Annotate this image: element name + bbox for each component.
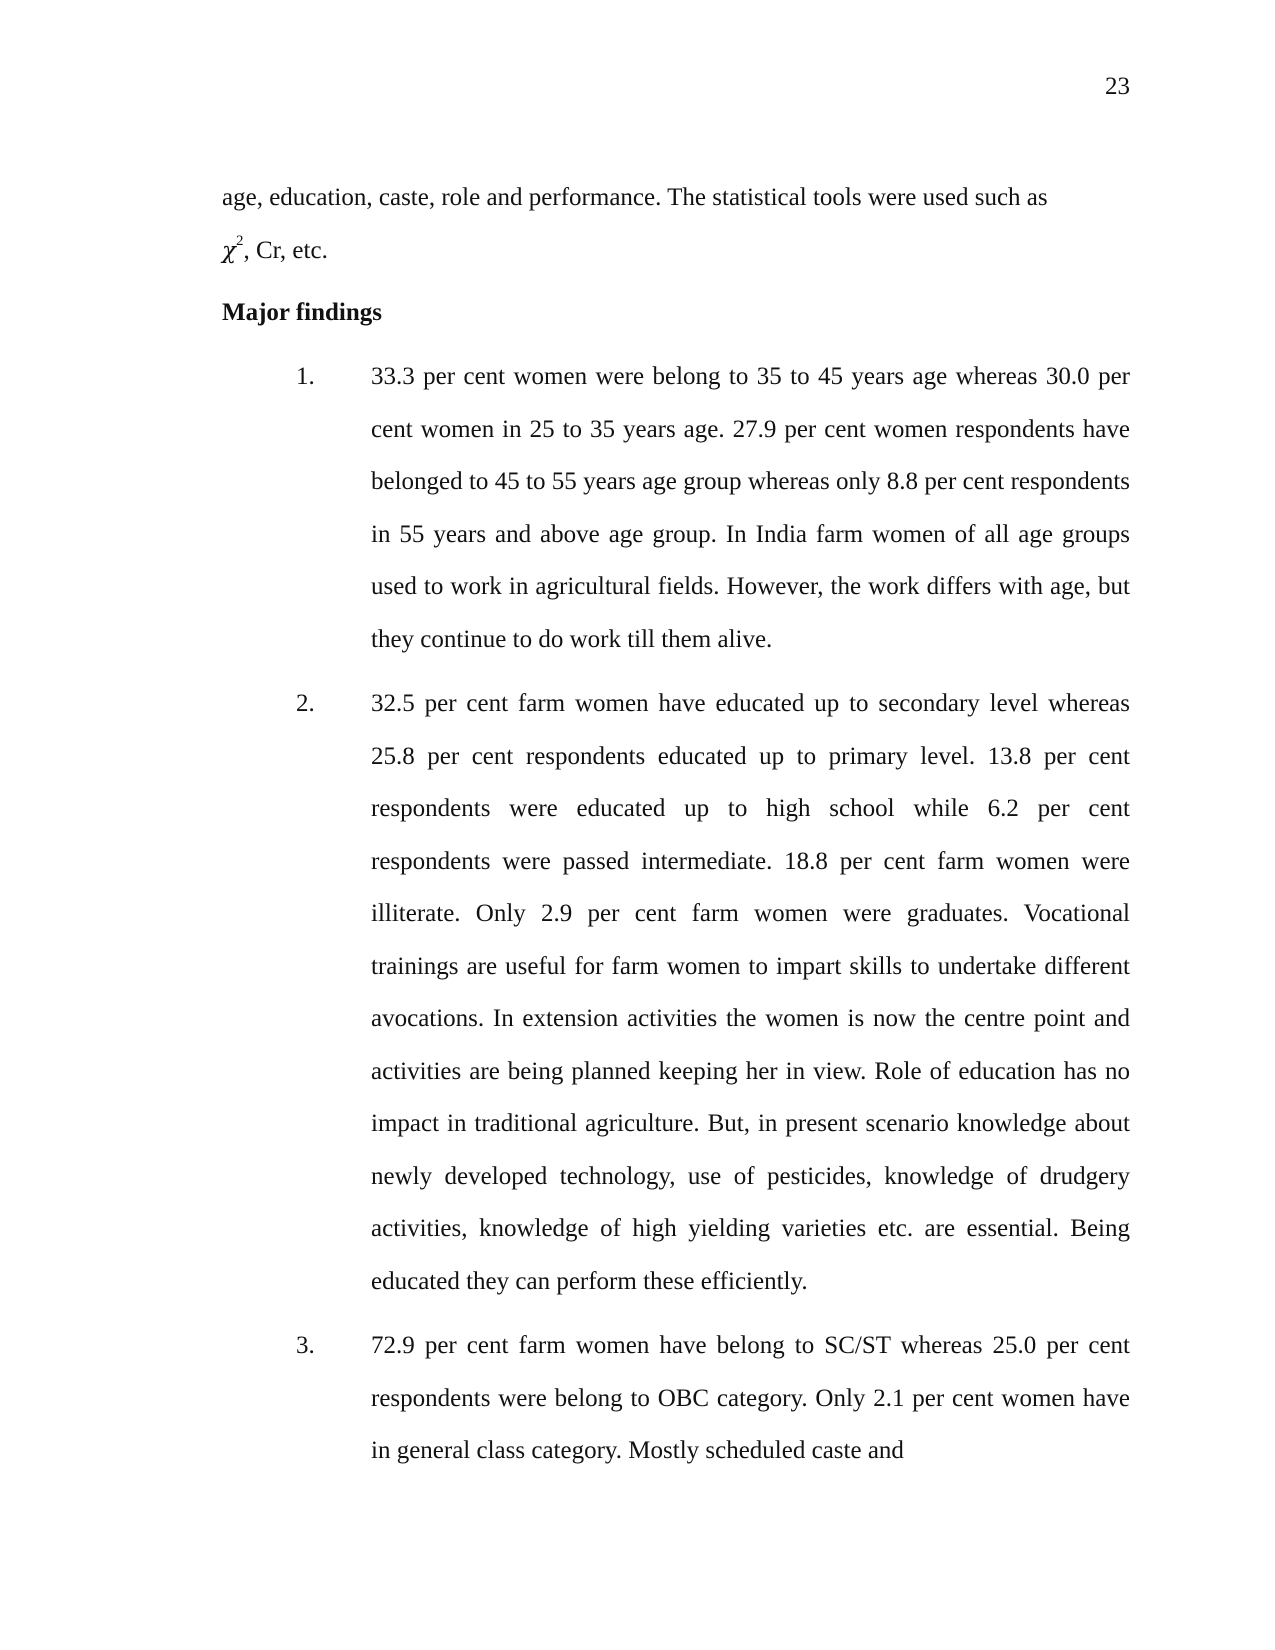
finding-number: 2.: [296, 690, 315, 717]
finding-number: 3.: [296, 1332, 315, 1359]
finding-text: 72.9 per cent farm women have belong to SC/ST whereas 25.0 per cent respondents were belong to OBC category. Only 2.1 per cent women have in general class category. Mostly scheduled caste and: [371, 1332, 1130, 1464]
finding-item-3: [296, 1320, 1130, 1478]
intro-line-1: age, education, caste, role and performance. The statistical tools were used such as: [222, 184, 1048, 211]
intro-paragraph: [222, 172, 1130, 277]
finding-text: 33.3 per cent women were belong to 35 to 45 years age whereas 30.0 per cent women in 25 to 35 years age. 27.9 per cent women respondents have belonged to 45 to 55 years age group whereas only 8.8 per cent respondents in 55 years and above age group. In India farm women of all age groups used to work in agricultural fields. However, the work differs with age, but they continue to do work till them alive.: [371, 363, 1130, 653]
finding-item-2: [296, 678, 1130, 1308]
page-number: 23: [1105, 73, 1130, 100]
intro-line-2-rest: , Cr, etc.: [243, 236, 328, 264]
finding-text: 32.5 per cent farm women have educated up to secondary level whereas 25.8 per cent respondents educated up to primary level. 13.8 per cent respondents were educated up to high school while 6.2 per cent respondents were passed intermediate. 18.8 per cent farm women were illiterate. Only 2.9 per cent farm women were graduates. Vocational trainings are useful for farm women to impart skills to undertake different avocations. In extension activities the women is now the centre point and activities are being planned keeping her in view. Role of education has no impact in traditional agriculture. But, in present scenario knowledge about newly developed technology, use of pesticides, knowledge of drudgery activities, knowledge of high yielding varieties etc. are essential. Being educated they can perform these efficiently.: [371, 690, 1130, 1295]
page-content: [222, 172, 1130, 1490]
finding-item-1: [296, 351, 1130, 666]
finding-number: 1.: [296, 363, 315, 390]
chi-square-superscript: 2: [235, 233, 244, 250]
chi-square-symbol: χ: [222, 237, 236, 264]
section-heading: Major findings: [222, 299, 382, 326]
